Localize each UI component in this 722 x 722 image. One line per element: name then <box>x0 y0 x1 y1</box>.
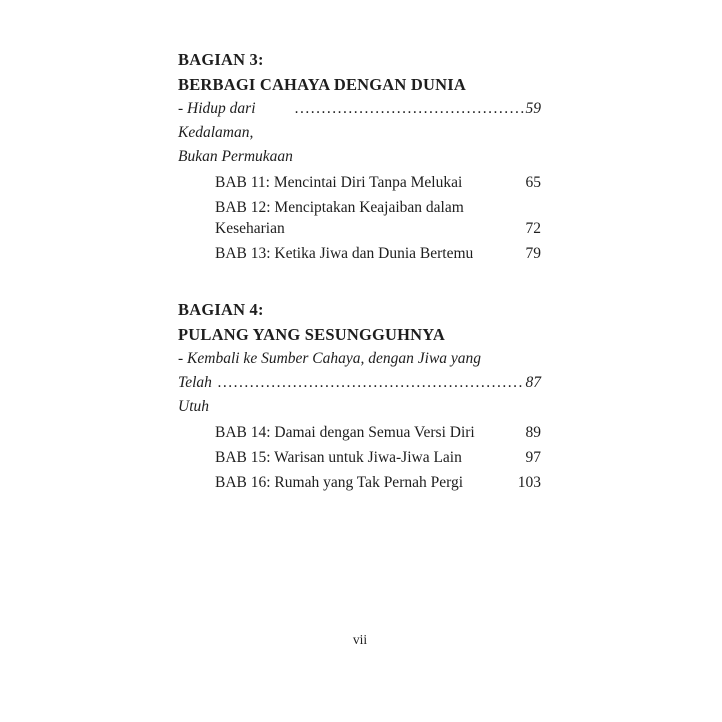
section-subtitle <box>178 97 541 169</box>
chapter-page-number: 103 <box>517 474 541 491</box>
section-subtitle-text: - Hidup dari Kedalaman, Bukan Permukaan <box>178 100 293 165</box>
table-of-contents <box>178 47 541 497</box>
chapter-page-number: 72 <box>525 220 541 237</box>
chapter-entry <box>178 447 541 468</box>
part-title: BERBAGI CAHAYA DENGAN DUNIA <box>178 75 466 94</box>
chapter-entry <box>178 472 541 493</box>
chapter-entry <box>178 172 541 193</box>
chapter-list <box>178 172 541 264</box>
chapter-page-number: 89 <box>525 424 541 441</box>
chapter-page-number: 97 <box>525 449 541 466</box>
subtitle-page-number: 59 <box>525 100 541 117</box>
chapter-entry <box>178 422 541 443</box>
part-label: BAGIAN 3: <box>178 50 264 69</box>
section-subtitle-line-2 <box>178 371 541 419</box>
toc-section-bagian-3 <box>178 47 541 264</box>
chapter-label: BAB 14: Damai dengan Semua Versi Diri <box>215 424 475 441</box>
part-title: PULANG YANG SESUNGGUHNYA <box>178 325 446 344</box>
dot-leader <box>295 97 525 121</box>
chapter-entry <box>178 197 541 239</box>
subtitle-page-number: 87 <box>525 374 541 391</box>
chapter-label: BAB 12: Menciptakan Keajaiban dalam Keseharian <box>215 199 464 237</box>
section-subtitle-text: Telah Utuh <box>178 374 212 415</box>
chapter-page-number: 65 <box>525 174 541 191</box>
chapter-label: BAB 16: Rumah yang Tak Pernah Pergi <box>215 474 464 491</box>
chapter-label: BAB 15: Warisan untuk Jiwa-Jiwa Lain <box>215 449 462 466</box>
chapter-label: BAB 13: Ketika Jiwa dan Dunia Bertemu <box>215 245 474 262</box>
dot-leader <box>218 371 525 395</box>
part-label: BAGIAN 4: <box>178 300 264 319</box>
chapter-list <box>178 422 541 493</box>
section-subtitle-line-1: - Kembali ke Sumber Cahaya, dengan Jiwa yang <box>178 350 482 367</box>
page-number-footer: vii <box>352 632 368 647</box>
chapter-entry <box>178 243 541 264</box>
chapter-page-number: 79 <box>525 245 541 262</box>
chapter-label: BAB 11: Mencintai Diri Tanpa Melukai <box>215 174 463 191</box>
toc-section-bagian-4 <box>178 297 541 493</box>
